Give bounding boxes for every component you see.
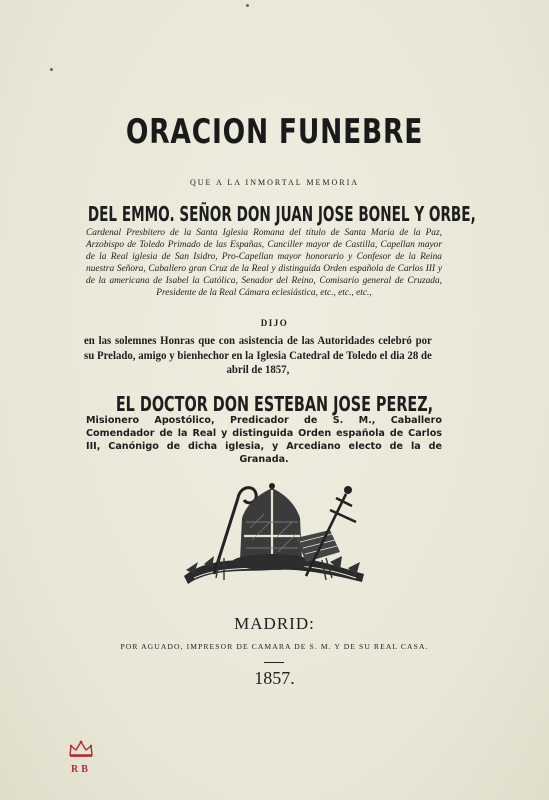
ecclesiastical-vignette-engraving [180,478,368,594]
occasion-text: en las solemnes Honras que con asistencia de las Autoridades celebró por su Prelado, amigo y bienhechor en la Iglesia Catedral de Toledo el dia 28 de abril de 1857, [84,335,432,376]
imprint-printer: POR AGUADO, IMPRESOR DE CAMARA DE S. M. Y DE SU REAL CASA. [120,642,429,651]
imprint-city: MADRID: [234,614,315,633]
crown-icon [68,740,94,758]
imprint-year: 1857. [254,668,295,688]
library-stamp [66,740,96,780]
page-title: ORACION FUNEBRE [125,112,424,152]
speck [50,68,53,71]
subtitle: QUE A LA INMORTAL MEMORIA [189,178,360,187]
author-description: Misionero Apostólico, Predicador de S. M., Caballero Comendador de la Real y distinguida Orden española de Carlos III, Canónigo de dicha iglesia, y Arcediano electo de la de Granada. [86,415,442,465]
divider-rule [264,662,284,663]
honoree-description: Cardenal Presbitero de la Santa Iglesia Romana del título de Santa María de la Paz, Arzobispo de Toledo Primado de las Españas, Canciller mayor de Castilla, Capellan mayor de la Real iglesia de San Isidro, Pro-Capellan mayor honorario y Confesor de la Reina nuestra Señora, Caballero gran Cruz de la Real y distinguida Orden española de Carlos III y de la americana de Isabel la Católica, Senador del Reino, Comisario general de Cruzada, Presidente de la Real Cámara eclesiástica, etc., etc., etc., [86,228,442,299]
stamp-text: RB [71,764,91,775]
speck [246,4,249,7]
honoree-name: DEL EMMO. SEÑOR DON JUAN JOSE BONEL Y ORBE, [87,202,476,226]
author-name: EL DOCTOR DON ESTEBAN JOSE PEREZ, [115,392,434,416]
dijo-label: DIJO [260,318,289,328]
